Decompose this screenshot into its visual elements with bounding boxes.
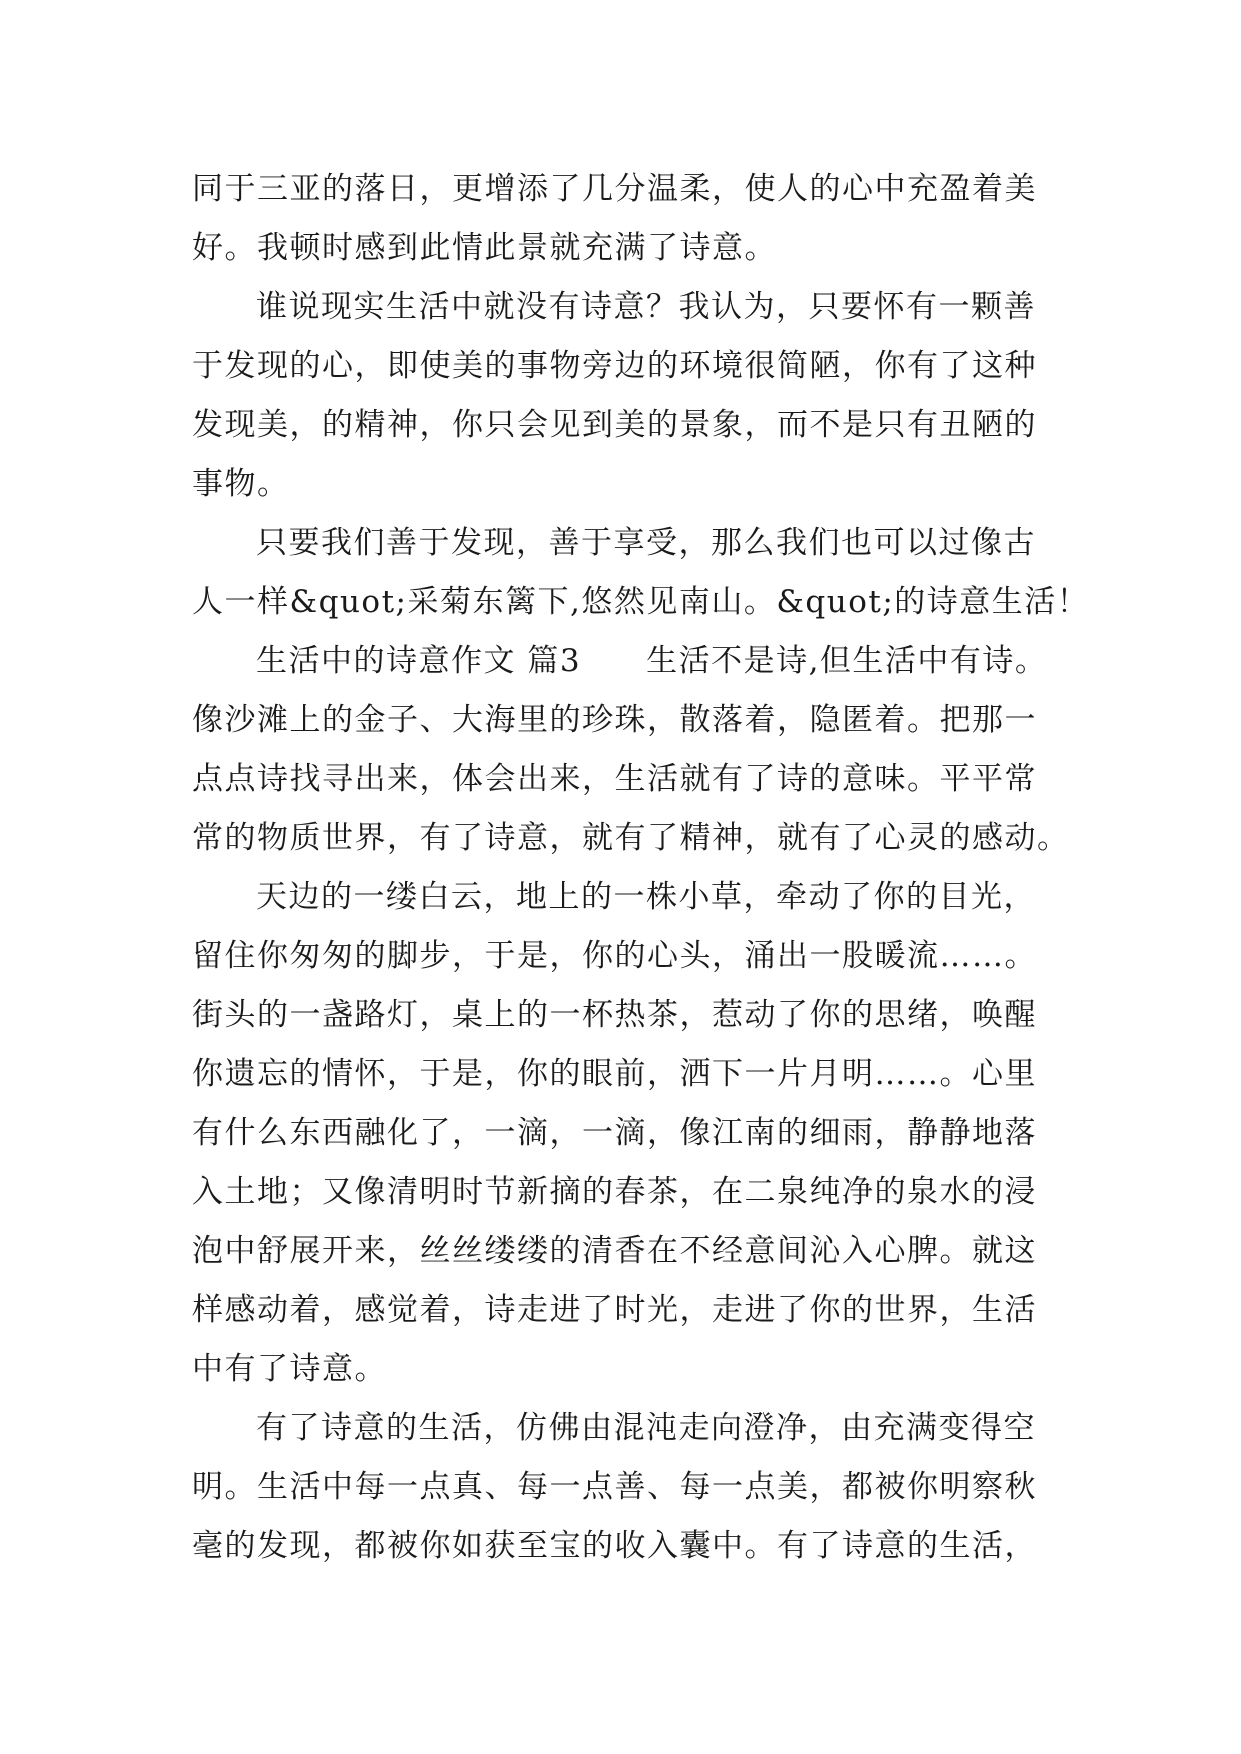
text-line: 入土地；又像清明时节新摘的春茶，在二泉纯净的泉水的浸 [192, 1174, 1037, 1210]
text-line: 有什么东西融化了，一滴，一滴，像江南的细雨，静静地落 [192, 1115, 1037, 1151]
text-line: 点点诗找寻出来，体会出来，生活就有了诗的意味。平平常 [192, 761, 1037, 797]
text-line: 中有了诗意。 [192, 1351, 387, 1387]
section-heading-line: 生活中的诗意作文 篇3 生活不是诗,但生活中有诗。 [256, 643, 1048, 679]
text-line: 事物。 [192, 466, 290, 502]
text-line: 人一样&quot;采菊东篱下,悠然见南山。&quot;的诗意生活！ [192, 584, 1090, 620]
paragraph-start-line: 谁说现实生活中就没有诗意？我认为，只要怀有一颗善 [256, 289, 1036, 325]
article-body [192, 160, 1090, 1576]
paragraph-start-line: 天边的一缕白云，地上的一株小草，牵动了你的目光， [256, 879, 1036, 915]
text-line: 留住你匆匆的脚步，于是，你的心头，涌出一股暖流……。 [192, 938, 1037, 974]
paragraph-start-line: 只要我们善于发现，善于享受，那么我们也可以过像古 [256, 525, 1036, 561]
text-line: 好。我顿时感到此情此景就充满了诗意。 [192, 230, 777, 266]
text-line: 像沙滩上的金子、大海里的珍珠，散落着，隐匿着。把那一 [192, 702, 1037, 738]
text-line: 发现美，的精神，你只会见到美的景象，而不是只有丑陋的 [192, 407, 1037, 443]
text-line: 常的物质世界，有了诗意，就有了精神，就有了心灵的感动。 [192, 820, 1070, 856]
text-line: 街头的一盏路灯，桌上的一杯热茶，惹动了你的思绪，唤醒 [192, 997, 1037, 1033]
text-line: 你遗忘的情怀，于是，你的眼前，洒下一片月明……。心里 [192, 1056, 1037, 1092]
text-line: 于发现的心，即使美的事物旁边的环境很简陋，你有了这种 [192, 348, 1037, 384]
text-line: 毫的发现，都被你如获至宝的收入囊中。有了诗意的生活， [192, 1528, 1037, 1564]
text-line: 同于三亚的落日，更增添了几分温柔，使人的心中充盈着美 [192, 171, 1037, 207]
text-line: 明。生活中每一点真、每一点善、每一点美，都被你明察秋 [192, 1469, 1037, 1505]
text-line: 泡中舒展开来，丝丝缕缕的清香在不经意间沁入心脾。就这 [192, 1233, 1037, 1269]
text-line: 样感动着，感觉着，诗走进了时光，走进了你的世界，生活 [192, 1292, 1037, 1328]
paragraph-start-line: 有了诗意的生活，仿佛由混沌走向澄净，由充满变得空 [256, 1410, 1036, 1446]
